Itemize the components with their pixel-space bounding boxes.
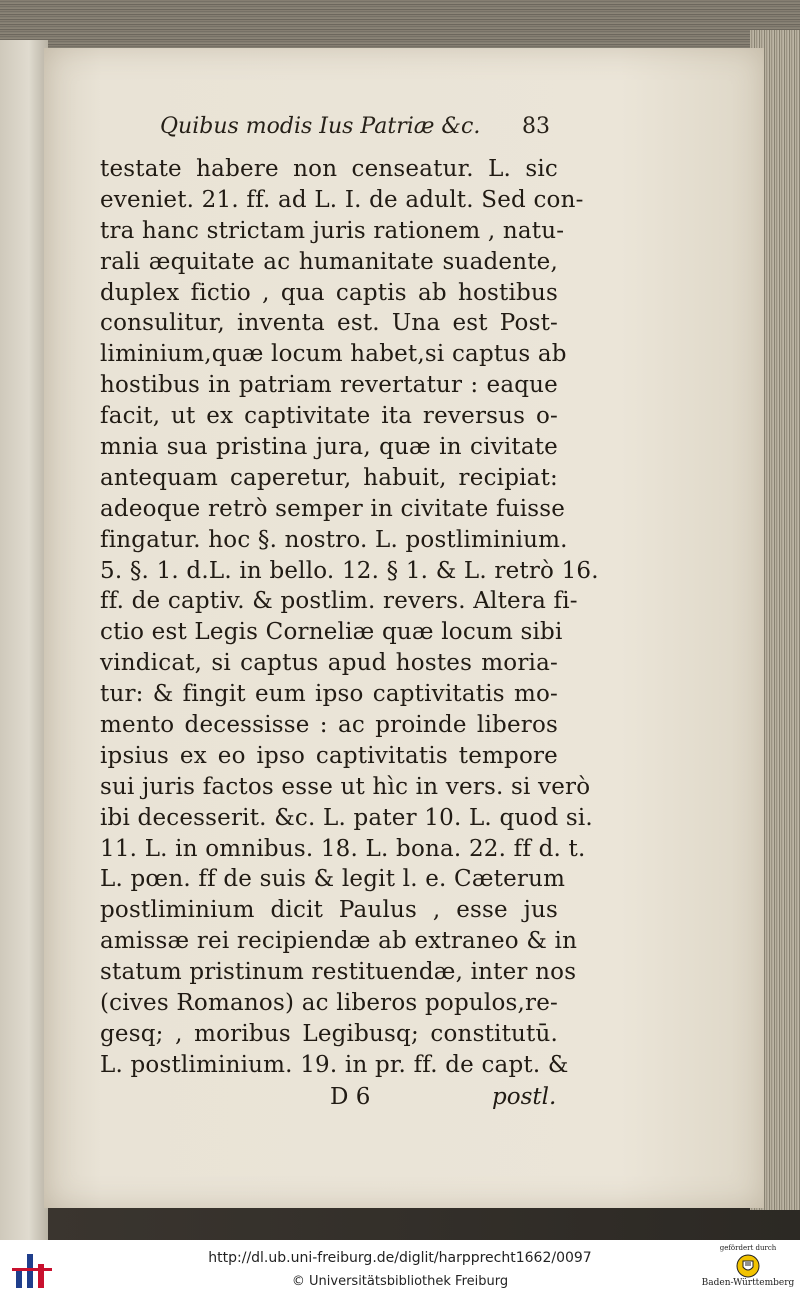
page-number: 83 [522, 114, 550, 139]
text-line: ibi decesserit. &c. L. pater 10. L. quod si. [100, 804, 593, 831]
text-line: ctio est Legis Corneliæ quæ locum sibi [100, 619, 563, 646]
funder-badge [700, 1244, 796, 1296]
text-line: consulitur, inventa est. Una est Post- [100, 310, 558, 337]
page-header [160, 114, 560, 148]
body-text [100, 154, 599, 1081]
state-seal-icon [736, 1254, 760, 1278]
text-line: vindicat, si captus apud hostes moria- [100, 650, 558, 677]
text-line: postliminium dicit Paulus , esse jus [100, 897, 558, 924]
text-line: hostibus in patriam revertatur : eaque [100, 372, 558, 399]
text-line: 11. L. in omnibus. 18. L. bona. 22. ff d. t. [100, 835, 586, 862]
text-line: duplex fictio , qua captis ab hostibus [100, 279, 558, 306]
text-line: sui juris factos esse ut hìc in vers. si verò [100, 773, 591, 800]
text-line: mnia sua pristina jura, quæ in civitate [100, 434, 558, 461]
text-line: tra hanc strictam juris rationem , natu- [100, 217, 565, 244]
text-line: facit, ut ex captivitate ita reversus o- [100, 403, 558, 430]
previous-page-edge [0, 40, 48, 1240]
text-line: mento decessisse : ac proinde liberos [100, 712, 558, 739]
text-line: eveniet. 21. ff. ad L. I. de adult. Sed con- [100, 186, 584, 213]
text-line: fingatur. hoc §. nostro. L. postliminium. [100, 526, 568, 553]
text-line: adeoque retrò semper in civitate fuisse [100, 495, 566, 522]
text-line: amissæ rei recipiendæ ab extraneo & in [100, 928, 578, 955]
page-footer [330, 1084, 560, 1118]
source-banner [0, 1240, 800, 1298]
text-line: rali æquitate ac humanitate suadente, [100, 248, 558, 275]
funder-name: Baden-Württemberg [701, 1278, 795, 1288]
text-line: (cives Romanos) ac liberos populos,re- [100, 990, 558, 1017]
text-line: 5. §. 1. d.L. in bello. 12. § 1. & L. retrò 16. [100, 557, 599, 584]
text-line: tur: & fingit eum ipso captivitatis mo- [100, 681, 558, 708]
text-line: L. pœn. ff de suis & legit l. e. Cæterum [100, 866, 566, 893]
book-top-edge [0, 0, 800, 52]
text-line: testate habere non censeatur. L. sic [100, 156, 558, 182]
source-url[interactable]: http://dl.ub.uni-freiburg.de/diglit/harpprecht1662/0097 [208, 1250, 592, 1266]
running-title: Quibus modis Ius Patriæ &c. [160, 114, 481, 139]
text-line: ff. de captiv. & postlim. revers. Altera fi- [100, 588, 578, 615]
copyright-notice: © Universitätsbibliothek Freiburg [291, 1274, 509, 1289]
text-line: liminium,quæ locum habet,si captus ab [100, 341, 567, 368]
text-line: L. postliminium. 19. in pr. ff. de capt. & [100, 1051, 569, 1078]
text-line: statum pristinum restituendæ, inter nos [100, 959, 577, 986]
text-line: ipsius ex eo ipso captivitatis tempore [100, 742, 558, 769]
signature-mark: D 6 [330, 1084, 371, 1110]
text-line: antequam caperetur, habuit, recipiat: [100, 464, 558, 491]
funder-note: gefördert durch [719, 1244, 777, 1252]
catchword: postl. [492, 1084, 557, 1110]
text-line: gesq; , moribus Legibusq; constitutū. [100, 1020, 558, 1047]
